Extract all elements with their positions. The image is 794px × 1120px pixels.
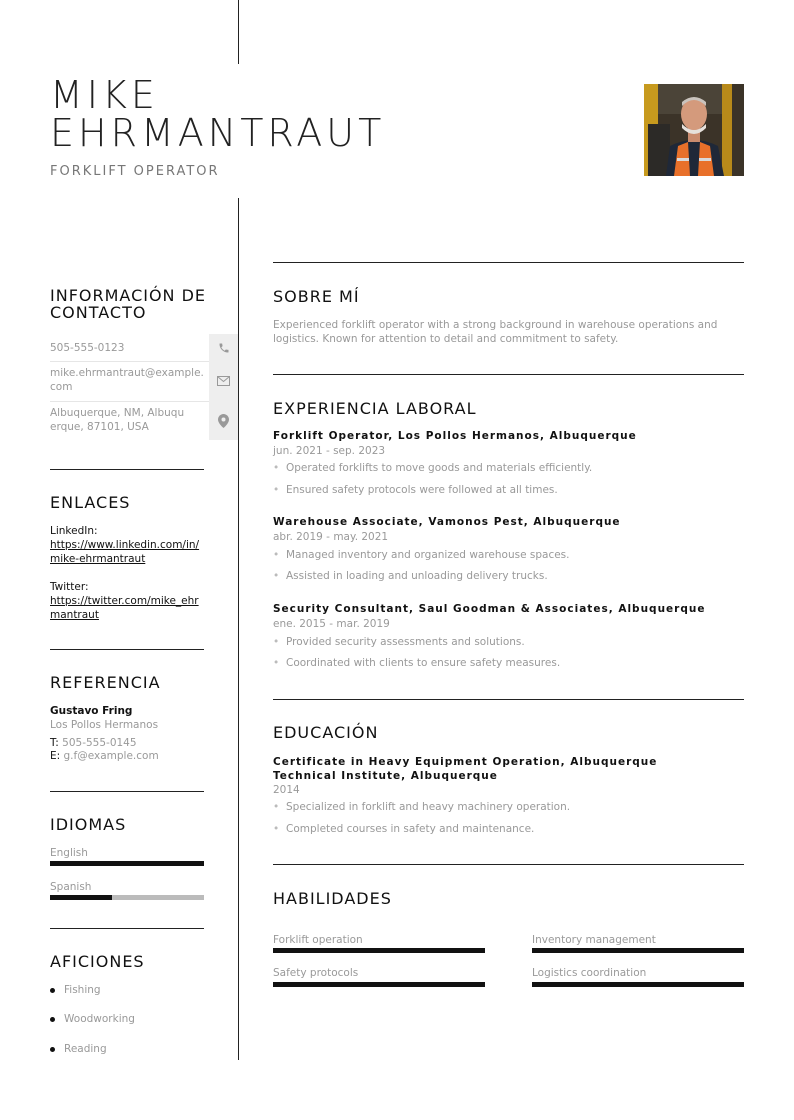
bullet-icon: •	[273, 636, 280, 648]
skill-name: Forklift operation	[273, 934, 363, 946]
reference-email[interactable]: g.f@example.com	[63, 750, 159, 762]
about-text: Experienced forklift operator with a strong background in warehouse operations and logistics. Known for attention to detail and commitment to safety.	[273, 319, 718, 345]
job-entry-title: Forklift Operator, Los Pollos Hermanos, Albuquerque	[273, 430, 637, 442]
skill-name: Inventory management	[532, 934, 656, 946]
divider	[273, 864, 744, 865]
reference-email-line	[50, 749, 159, 763]
profile-photo	[644, 84, 744, 176]
reference-phone-line	[50, 736, 137, 750]
links-heading: ENLACES	[50, 493, 131, 512]
twitter-link[interactable]: https://twitter.com/mike_ehrmantraut	[50, 595, 199, 621]
job-bullet: • Assisted in loading and unloading delivery trucks.	[273, 570, 548, 582]
reference-phone: 505-555-0145	[62, 737, 137, 749]
job-bullet: • Provided security assessments and solutions.	[273, 636, 525, 648]
divider	[50, 791, 204, 792]
divider	[273, 262, 744, 263]
job-entry-dates: ene. 2015 - mar. 2019	[273, 618, 390, 630]
divider	[273, 374, 744, 375]
education-heading: EDUCACIÓN	[273, 723, 379, 742]
hobby-item: Woodworking	[50, 1013, 135, 1025]
bullet-icon: •	[273, 570, 280, 582]
contact-address: Albuquerque, NM, Albuquerque, 87101, USA	[50, 407, 185, 433]
hobby-item: Fishing	[50, 984, 101, 996]
job-entry-title: Security Consultant, Saul Goodman & Associates, Albuquerque	[273, 603, 706, 615]
job-bullet: • Managed inventory and organized warehouse spaces.	[273, 549, 570, 561]
bullet-icon: •	[273, 549, 280, 561]
language-name: Spanish	[50, 881, 92, 893]
language-name: English	[50, 847, 88, 859]
skill-level-bar	[273, 982, 485, 987]
language-level-fill	[50, 895, 112, 900]
skills-heading: HABILIDADES	[273, 889, 392, 908]
job-title: FORKLIFT OPERATOR	[50, 164, 220, 179]
divider	[50, 649, 204, 650]
map-pin-icon	[209, 401, 238, 440]
contact-heading: INFORMACIÓN DE CONTACTO	[50, 286, 207, 322]
bullet-icon: •	[273, 484, 280, 496]
job-bullet: • Operated forklifts to move goods and materials efficiently.	[273, 462, 593, 474]
skill-level-bar	[273, 948, 485, 953]
experience-heading: EXPERIENCIA LABORAL	[273, 399, 477, 418]
reference-company: Los Pollos Hermanos	[50, 719, 159, 731]
vertical-divider-top	[238, 0, 239, 64]
education-year: 2014	[273, 784, 300, 796]
bullet-icon: •	[273, 462, 280, 474]
about-heading: SOBRE MÍ	[273, 287, 360, 306]
bullet-icon	[50, 988, 55, 993]
bullet-icon: •	[273, 657, 280, 669]
education-title: Certificate in Heavy Equipment Operation, Albuquerque Technical Institute, Albuquerque	[273, 756, 658, 782]
candidate-name	[50, 73, 386, 155]
bullet-icon: •	[273, 823, 280, 835]
mail-icon	[209, 361, 238, 401]
languages-heading: IDIOMAS	[50, 815, 127, 834]
phone-icon	[209, 334, 238, 361]
reference-email-label: E:	[50, 750, 61, 762]
contact-email[interactable]: mike.ehrmantraut@example.com	[50, 367, 204, 393]
reference-heading: REFERENCIA	[50, 673, 161, 692]
bullet-icon	[50, 1047, 55, 1052]
skill-level-bar	[532, 948, 744, 953]
bullet-icon	[50, 1017, 55, 1022]
job-bullet: • Ensured safety protocols were followed at all times.	[273, 484, 558, 496]
hobby-item: Reading	[50, 1043, 107, 1055]
vertical-divider	[238, 198, 239, 1060]
language-level-fill	[50, 861, 204, 866]
skill-name: Logistics coordination	[532, 967, 647, 979]
first-name: MIKE	[50, 73, 159, 117]
job-entry-title: Warehouse Associate, Vamonos Pest, Albuquerque	[273, 516, 621, 528]
linkedin-link[interactable]: https://www.linkedin.com/in/mike-ehrmantraut	[50, 539, 200, 565]
skill-name: Safety protocols	[273, 967, 359, 979]
skill-level-bar	[532, 982, 744, 987]
divider	[50, 469, 204, 470]
job-entry-dates: abr. 2019 - may. 2021	[273, 531, 389, 543]
bullet-icon: •	[273, 801, 280, 813]
language-level-bar	[50, 861, 204, 866]
contact-phone: 505-555-0123	[50, 342, 125, 354]
language-level-bar	[50, 895, 204, 900]
reference-phone-label: T:	[50, 737, 59, 749]
reference-name: Gustavo Fring	[50, 705, 133, 717]
last-name: EHRMANTRAUT	[50, 111, 386, 155]
education-bullet: • Specialized in forklift and heavy machinery operation.	[273, 801, 571, 813]
divider	[50, 928, 204, 929]
linkedin-label: LinkedIn:	[50, 525, 98, 537]
job-entry-dates: jun. 2021 - sep. 2023	[273, 445, 386, 457]
job-bullet: • Coordinated with clients to ensure safety measures.	[273, 657, 561, 669]
hobbies-heading: AFICIONES	[50, 952, 145, 971]
education-bullet: • Completed courses in safety and maintenance.	[273, 823, 535, 835]
twitter-label: Twitter:	[50, 581, 89, 593]
divider	[273, 699, 744, 700]
